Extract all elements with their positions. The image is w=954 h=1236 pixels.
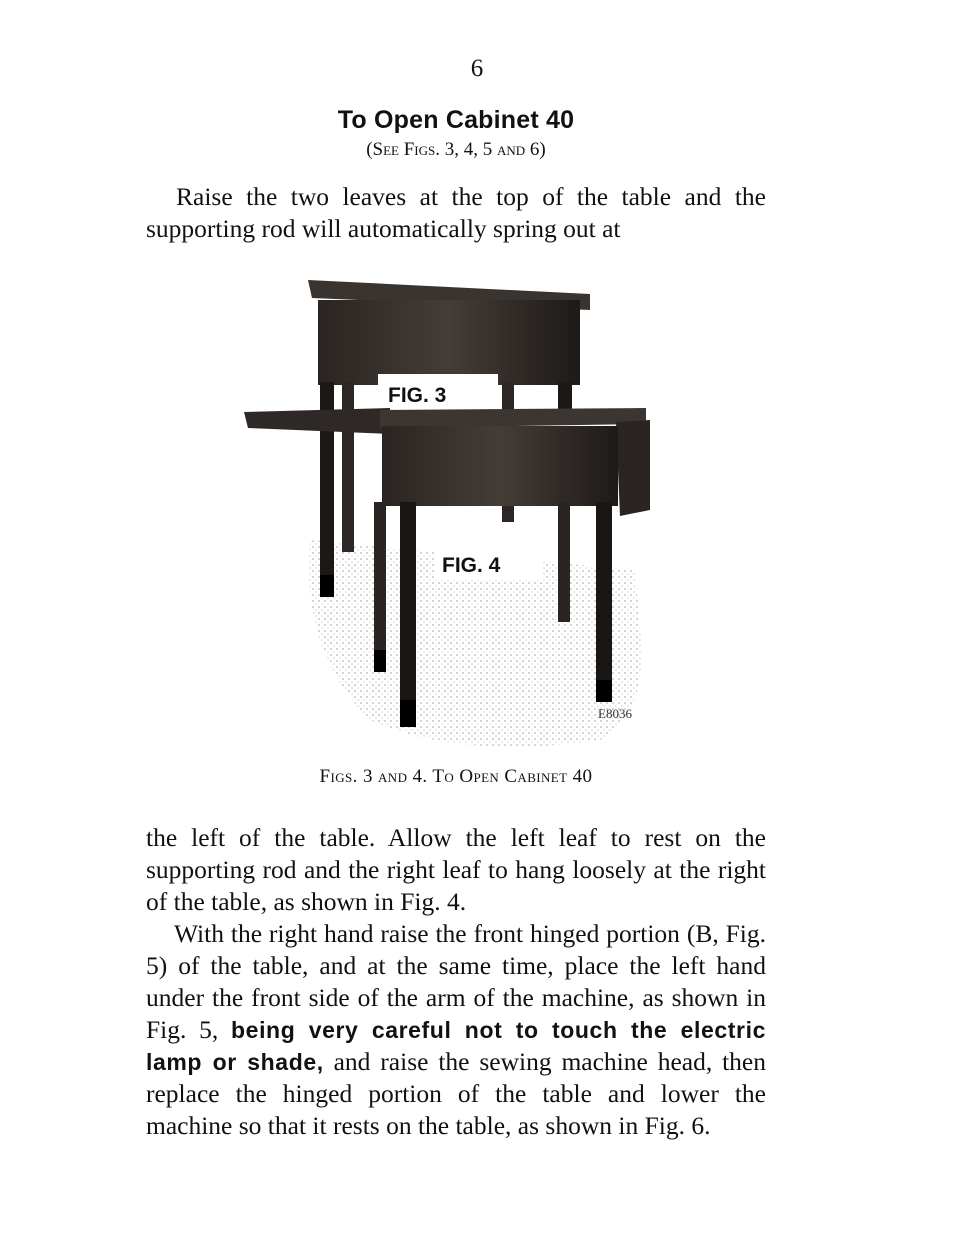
fig3-apron bbox=[318, 300, 580, 385]
section-subtitle: (See Figs. 3, 4, 5 and 6) bbox=[366, 139, 546, 160]
cabinet-illustration bbox=[240, 270, 660, 760]
fig4-top bbox=[380, 408, 646, 428]
paragraph-2: the left of the table. Allow the left leaf to rest on the supporting rod and the right leaf to hang loosely at the right of the table, as shown in Fig. 4. bbox=[146, 823, 766, 916]
fig4-label: FIG. 4 bbox=[442, 554, 501, 577]
cabinet-figure bbox=[240, 270, 660, 760]
fig4-leg-back-right bbox=[558, 502, 570, 622]
leg-foot bbox=[374, 650, 386, 672]
leg-foot bbox=[320, 575, 334, 597]
fig4-right-leaf bbox=[616, 420, 650, 516]
leg-foot bbox=[400, 700, 416, 727]
paragraph-3 bbox=[146, 918, 766, 1142]
fig3-leg-right bbox=[558, 382, 572, 412]
fig4-leg-front-left bbox=[400, 502, 416, 727]
section-title: To Open Cabinet 40 bbox=[337, 106, 575, 134]
paragraph-3-part-2: and raise the sewing machine head, then replace the hinged portion of the table and lower the machine so that it rests on the table, as shown in Fig. 6. bbox=[146, 1047, 766, 1140]
fig4-leg-back-left bbox=[374, 502, 386, 672]
fig3-label: FIG. 3 bbox=[388, 384, 447, 407]
fig4-leg-front-right bbox=[596, 502, 612, 702]
paragraph-3-part-1: With the right hand raise the front hinged portion (B, Fig. 5) of the table, and at the same time, place the left hand under the front side of the arm of the machine, as shown in Fig. 5, bbox=[146, 919, 766, 1044]
fig4-left-leaf bbox=[244, 408, 390, 434]
fig4-apron bbox=[382, 426, 618, 506]
fig3-leg-back bbox=[342, 382, 354, 552]
paragraph-3-warning: being very careful not to touch the electric lamp or shade, bbox=[146, 1017, 766, 1075]
page-number: 6 bbox=[470, 55, 484, 82]
figure-caption: Figs. 3 and 4. To Open Cabinet 40 bbox=[319, 766, 593, 787]
leg-foot bbox=[596, 680, 612, 702]
image-code: E8036 bbox=[598, 706, 632, 721]
paragraph-1: Raise the two leaves at the top of the table and the supporting rod will automatically spring out at bbox=[146, 182, 766, 243]
